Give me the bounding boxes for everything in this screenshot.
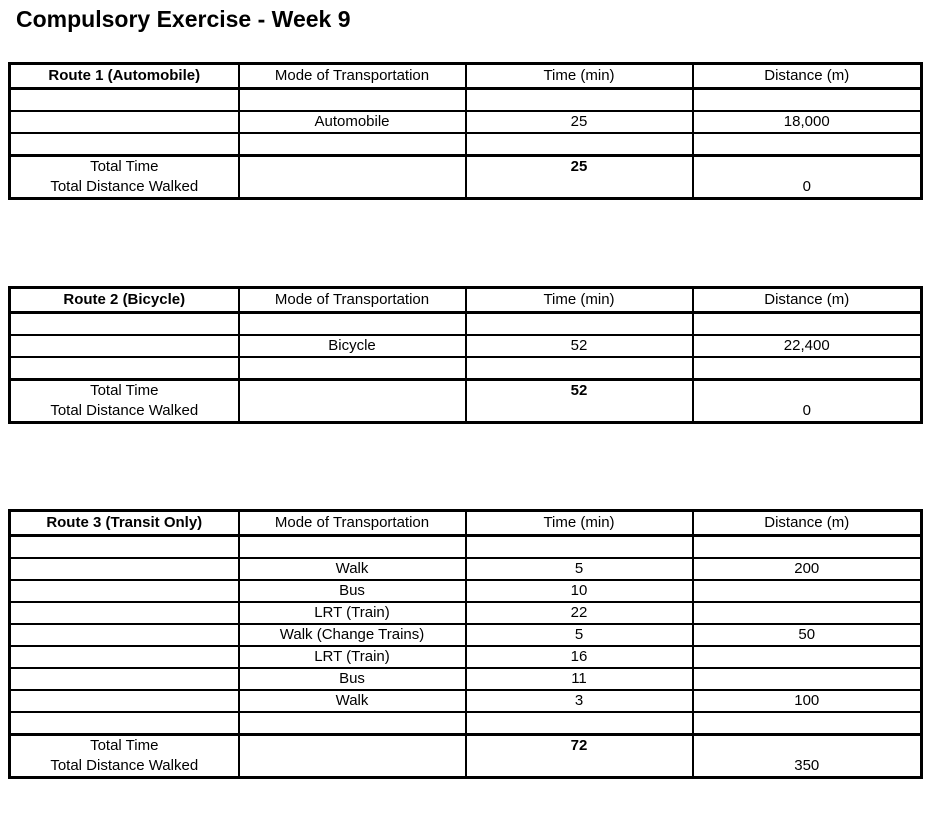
leg-time: 25 xyxy=(466,111,693,133)
cell xyxy=(239,313,466,336)
cell xyxy=(10,712,239,735)
leg-time: 5 xyxy=(466,624,693,646)
page-title: Compulsory Exercise - Week 9 xyxy=(16,6,351,32)
route-name: Route 1 (Automobile) xyxy=(10,64,239,89)
leg-time: 5 xyxy=(466,558,693,580)
leg-distance: 22,400 xyxy=(693,335,922,357)
cell xyxy=(466,313,693,336)
total-time-label: Total Time xyxy=(10,380,239,402)
cell xyxy=(10,357,239,380)
cell xyxy=(10,536,239,559)
column-header-distance: Distance (m) xyxy=(693,64,922,89)
cell xyxy=(693,156,922,178)
cell xyxy=(10,690,239,712)
total-time-row xyxy=(10,380,922,402)
table-header-row xyxy=(10,511,922,536)
leg-time: 22 xyxy=(466,602,693,624)
total-time-label: Total Time xyxy=(10,156,239,178)
leg-row xyxy=(10,668,922,690)
leg-time: 11 xyxy=(466,668,693,690)
table-header-row xyxy=(10,288,922,313)
total-distance-walked-row xyxy=(10,756,922,778)
blank-row xyxy=(10,357,922,380)
cell xyxy=(466,756,693,778)
cell xyxy=(693,380,922,402)
total-distance-walked-row xyxy=(10,401,922,423)
route-table xyxy=(8,509,923,779)
leg-distance: 100 xyxy=(693,690,922,712)
leg-distance: 18,000 xyxy=(693,111,922,133)
cell xyxy=(466,712,693,735)
cell xyxy=(10,558,239,580)
leg-distance: 200 xyxy=(693,558,922,580)
cell xyxy=(239,756,466,778)
cell xyxy=(10,89,239,112)
leg-mode: Bus xyxy=(239,668,466,690)
column-header-distance: Distance (m) xyxy=(693,511,922,536)
leg-distance xyxy=(693,668,922,690)
total-distance-walked-label: Total Distance Walked xyxy=(10,177,239,199)
cell xyxy=(693,712,922,735)
cell xyxy=(693,357,922,380)
leg-distance xyxy=(693,580,922,602)
cell xyxy=(239,401,466,423)
total-time-row xyxy=(10,735,922,757)
blank-row xyxy=(10,712,922,735)
cell xyxy=(10,313,239,336)
cell xyxy=(466,401,693,423)
cell xyxy=(239,536,466,559)
cell xyxy=(466,89,693,112)
cell xyxy=(10,335,239,357)
cell xyxy=(239,156,466,178)
leg-row xyxy=(10,111,922,133)
leg-distance xyxy=(693,646,922,668)
table-header-row xyxy=(10,64,922,89)
cell xyxy=(693,313,922,336)
cell xyxy=(239,133,466,156)
leg-row xyxy=(10,335,922,357)
total-time-label: Total Time xyxy=(10,735,239,757)
cell xyxy=(466,357,693,380)
cell xyxy=(239,735,466,757)
leg-time: 52 xyxy=(466,335,693,357)
blank-row xyxy=(10,313,922,336)
cell xyxy=(239,89,466,112)
cell xyxy=(693,536,922,559)
cell xyxy=(693,89,922,112)
column-header-mode: Mode of Transportation xyxy=(239,64,466,89)
cell xyxy=(10,602,239,624)
leg-row xyxy=(10,558,922,580)
total-distance-walked-value: 350 xyxy=(693,756,922,778)
leg-mode: LRT (Train) xyxy=(239,602,466,624)
total-time-row xyxy=(10,156,922,178)
column-header-mode: Mode of Transportation xyxy=(239,288,466,313)
leg-mode: LRT (Train) xyxy=(239,646,466,668)
cell xyxy=(10,580,239,602)
column-header-time: Time (min) xyxy=(466,64,693,89)
total-distance-walked-row xyxy=(10,177,922,199)
leg-mode: Walk xyxy=(239,558,466,580)
cell xyxy=(239,712,466,735)
route-table xyxy=(8,62,923,200)
route-name: Route 3 (Transit Only) xyxy=(10,511,239,536)
total-distance-walked-label: Total Distance Walked xyxy=(10,756,239,778)
total-distance-walked-value: 0 xyxy=(693,401,922,423)
total-time-value: 52 xyxy=(466,380,693,402)
cell xyxy=(239,177,466,199)
leg-row xyxy=(10,690,922,712)
column-header-time: Time (min) xyxy=(466,288,693,313)
leg-row xyxy=(10,580,922,602)
blank-row xyxy=(10,133,922,156)
total-distance-walked-value: 0 xyxy=(693,177,922,199)
column-header-time: Time (min) xyxy=(466,511,693,536)
column-header-mode: Mode of Transportation xyxy=(239,511,466,536)
leg-row xyxy=(10,646,922,668)
route-table xyxy=(8,286,923,424)
leg-row xyxy=(10,624,922,646)
leg-distance xyxy=(693,602,922,624)
blank-row xyxy=(10,89,922,112)
leg-row xyxy=(10,602,922,624)
cell xyxy=(10,133,239,156)
cell xyxy=(10,111,239,133)
cell xyxy=(239,380,466,402)
cell xyxy=(693,133,922,156)
cell xyxy=(10,668,239,690)
total-distance-walked-label: Total Distance Walked xyxy=(10,401,239,423)
route-name: Route 2 (Bicycle) xyxy=(10,288,239,313)
leg-time: 10 xyxy=(466,580,693,602)
leg-time: 3 xyxy=(466,690,693,712)
leg-mode: Bicycle xyxy=(239,335,466,357)
leg-mode: Bus xyxy=(239,580,466,602)
leg-mode: Walk xyxy=(239,690,466,712)
column-header-distance: Distance (m) xyxy=(693,288,922,313)
cell xyxy=(693,735,922,757)
leg-mode: Automobile xyxy=(239,111,466,133)
leg-distance: 50 xyxy=(693,624,922,646)
cell xyxy=(466,133,693,156)
leg-mode: Walk (Change Trains) xyxy=(239,624,466,646)
cell xyxy=(239,357,466,380)
total-time-value: 72 xyxy=(466,735,693,757)
leg-time: 16 xyxy=(466,646,693,668)
cell xyxy=(10,646,239,668)
total-time-value: 25 xyxy=(466,156,693,178)
cell xyxy=(466,177,693,199)
cell xyxy=(466,536,693,559)
cell xyxy=(10,624,239,646)
blank-row xyxy=(10,536,922,559)
